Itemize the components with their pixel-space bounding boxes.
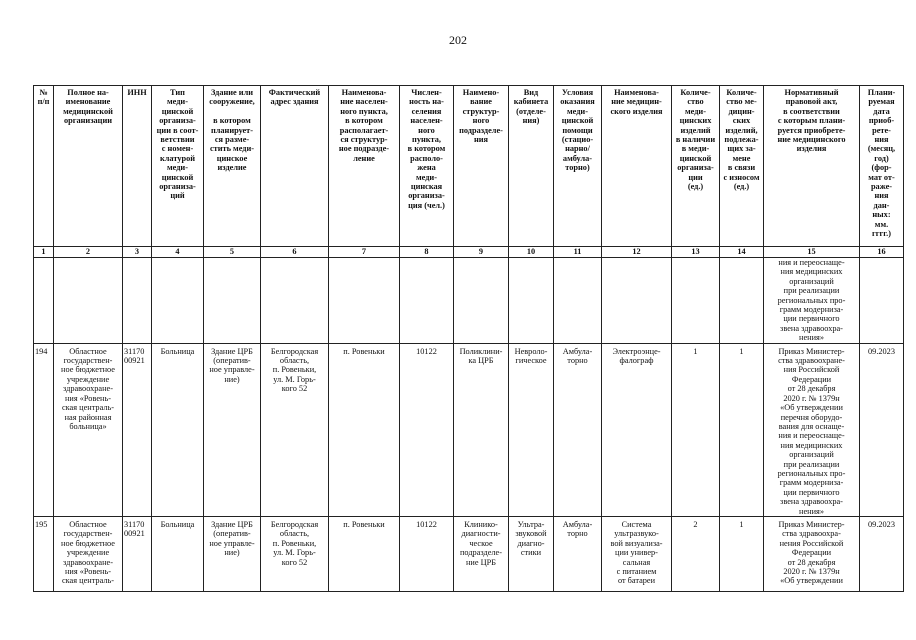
quantity-available-cell: 1 bbox=[672, 343, 720, 516]
row-number-cell: 195 bbox=[34, 516, 54, 591]
legal-act-cell: ния и переоснаще- ния медицинских организаций при реализации региональных про- грамм модерниза- ции первичного звена здравоохра- нения» bbox=[764, 258, 860, 344]
organization-type-cell: Больница bbox=[152, 516, 204, 591]
header-legal-act: Нормативный правовой акт, в соответствии с которым плани- руется приобрете- ние медицинского изделия bbox=[764, 86, 860, 247]
subdivision-cell: Поликлини- ка ЦРБ bbox=[454, 343, 509, 516]
column-number: 7 bbox=[329, 247, 400, 258]
table-cell bbox=[860, 258, 904, 344]
cabinet-type-cell: Невроло- гическое bbox=[509, 343, 554, 516]
header-inn: ИНН bbox=[123, 86, 152, 247]
table-cell bbox=[554, 258, 602, 344]
header-organization-type: Тип меди- цинской организа- ции в соот- ветствии с номен- клатурой меди- цинской организа- ций bbox=[152, 86, 204, 247]
locality-cell: п. Ровеньки bbox=[329, 343, 400, 516]
row-number-cell: 194 bbox=[34, 343, 54, 516]
column-number: 6 bbox=[261, 247, 329, 258]
header-care-conditions: Условия оказания меди- цинской помощи (стацио- нарно/ амбула- торно) bbox=[554, 86, 602, 247]
column-number: 8 bbox=[400, 247, 454, 258]
purchase-date-cell: 09.2023 bbox=[860, 516, 904, 591]
column-number: 16 bbox=[860, 247, 904, 258]
header-device-name: Наименова- ние медицин- ского изделия bbox=[602, 86, 672, 247]
table-row bbox=[34, 516, 904, 591]
table-cell bbox=[204, 258, 261, 344]
locality-cell: п. Ровеньки bbox=[329, 516, 400, 591]
header-building: Здание или сооружение, в котором планирует- ся разме- стить меди- цинское изделие bbox=[204, 86, 261, 247]
subdivision-cell: Клинико- диагности- ческое подразделе- ние ЦРБ bbox=[454, 516, 509, 591]
building-cell: Здание ЦРБ (оператив- ное управле- ние) bbox=[204, 516, 261, 591]
device-name-cell: Система ультразвуко- вой визуализа- ции универ- сальная с питанием от батареи bbox=[602, 516, 672, 591]
table-cell bbox=[261, 258, 329, 344]
header-quantity-available: Количе- ство меди- цинских изделий в наличии в меди- цинской организа- ции (ед.) bbox=[672, 86, 720, 247]
inn-cell: 31170 00921 bbox=[123, 343, 152, 516]
header-quantity-replace: Количе- ство ме- дицин- ских изделий, подлежа- щих за- мене в связи с износом (ед.) bbox=[720, 86, 764, 247]
column-number: 10 bbox=[509, 247, 554, 258]
column-number-row bbox=[34, 247, 904, 258]
column-number: 13 bbox=[672, 247, 720, 258]
legal-act-cell: Приказ Министер- ства здравоохране- ния Российской Федерации от 28 декабря 2020 г. № 1379н «Об утверждении перечня оборудо- вания для оснаще- ния и переоснаще- ния медицинских организаций при реализации региональных про- грамм модерниза- ции первичного звена здравоохра- нения» bbox=[764, 343, 860, 516]
care-conditions-cell: Амбула- торно bbox=[554, 516, 602, 591]
address-cell: Белгородская область, п. Ровеньки, ул. М. Горь- кого 52 bbox=[261, 343, 329, 516]
page-number: 202 bbox=[449, 33, 467, 47]
table-cell bbox=[602, 258, 672, 344]
table-cell bbox=[720, 258, 764, 344]
care-conditions-cell: Амбула- торно bbox=[554, 343, 602, 516]
header-population: Числен- ность на- селения населен- ного пункта, в котором располо- жена меди- цинская организа- ция (чел.) bbox=[400, 86, 454, 247]
organization-name-cell: Областное государствен- ное бюджетное учреждение здравоохране- ния «Ровень- ская централь- bbox=[54, 516, 123, 591]
organization-type-cell: Больница bbox=[152, 343, 204, 516]
header-purchase-date: Плани- руемая дата приоб- рете- ния (месяц, год) (фор- мат от- раже- ния дан- ных: мм. гггг.) bbox=[860, 86, 904, 247]
column-number: 2 bbox=[54, 247, 123, 258]
population-cell: 10122 bbox=[400, 343, 454, 516]
cabinet-type-cell: Ультра- звуковой диагно- стики bbox=[509, 516, 554, 591]
table-cell bbox=[454, 258, 509, 344]
quantity-available-cell: 2 bbox=[672, 516, 720, 591]
table-cell bbox=[54, 258, 123, 344]
column-number: 4 bbox=[152, 247, 204, 258]
table-cell bbox=[672, 258, 720, 344]
header-locality: Наименова- ние населен- ного пункта, в котором располагает- ся структур- ное подразде- ление bbox=[329, 86, 400, 247]
table-cell bbox=[34, 258, 54, 344]
header-address: Фактический адрес здания bbox=[261, 86, 329, 247]
inn-cell: 31170 00921 bbox=[123, 516, 152, 591]
table-cell bbox=[400, 258, 454, 344]
device-name-cell: Электроэнце- фалограф bbox=[602, 343, 672, 516]
column-number: 15 bbox=[764, 247, 860, 258]
column-number: 1 bbox=[34, 247, 54, 258]
header-organization-name: Полное на- именование медицинской организации bbox=[54, 86, 123, 247]
column-number: 11 bbox=[554, 247, 602, 258]
address-cell: Белгородская область, п. Ровеньки, ул. М. Горь- кого 52 bbox=[261, 516, 329, 591]
table-row bbox=[34, 343, 904, 516]
quantity-replace-cell: 1 bbox=[720, 343, 764, 516]
organization-name-cell: Областное государствен- ное бюджетное учреждение здравоохране- ния «Ровень- ская централь- ная районная больница» bbox=[54, 343, 123, 516]
header-row-number: № п/п bbox=[34, 86, 54, 247]
column-number: 14 bbox=[720, 247, 764, 258]
column-number: 5 bbox=[204, 247, 261, 258]
quantity-replace-cell: 1 bbox=[720, 516, 764, 591]
equipment-register-table bbox=[33, 85, 904, 592]
table-cell bbox=[329, 258, 400, 344]
legal-act-cell: Приказ Министер- ства здравоохра- нения Российской Федерации от 28 декабря 2020 г. № 1379н «Об утверждении bbox=[764, 516, 860, 591]
column-number: 9 bbox=[454, 247, 509, 258]
column-number: 12 bbox=[602, 247, 672, 258]
continued-row bbox=[34, 258, 904, 344]
table-cell bbox=[509, 258, 554, 344]
purchase-date-cell: 09.2023 bbox=[860, 343, 904, 516]
header-cabinet-type: Вид кабинета (отделе- ния) bbox=[509, 86, 554, 247]
header-subdivision: Наимено- вание структур- ного подразделе- ния bbox=[454, 86, 509, 247]
building-cell: Здание ЦРБ (оператив- ное управле- ние) bbox=[204, 343, 261, 516]
population-cell: 10122 bbox=[400, 516, 454, 591]
table-cell bbox=[152, 258, 204, 344]
column-number: 3 bbox=[123, 247, 152, 258]
table-cell bbox=[123, 258, 152, 344]
header-row bbox=[34, 86, 904, 247]
